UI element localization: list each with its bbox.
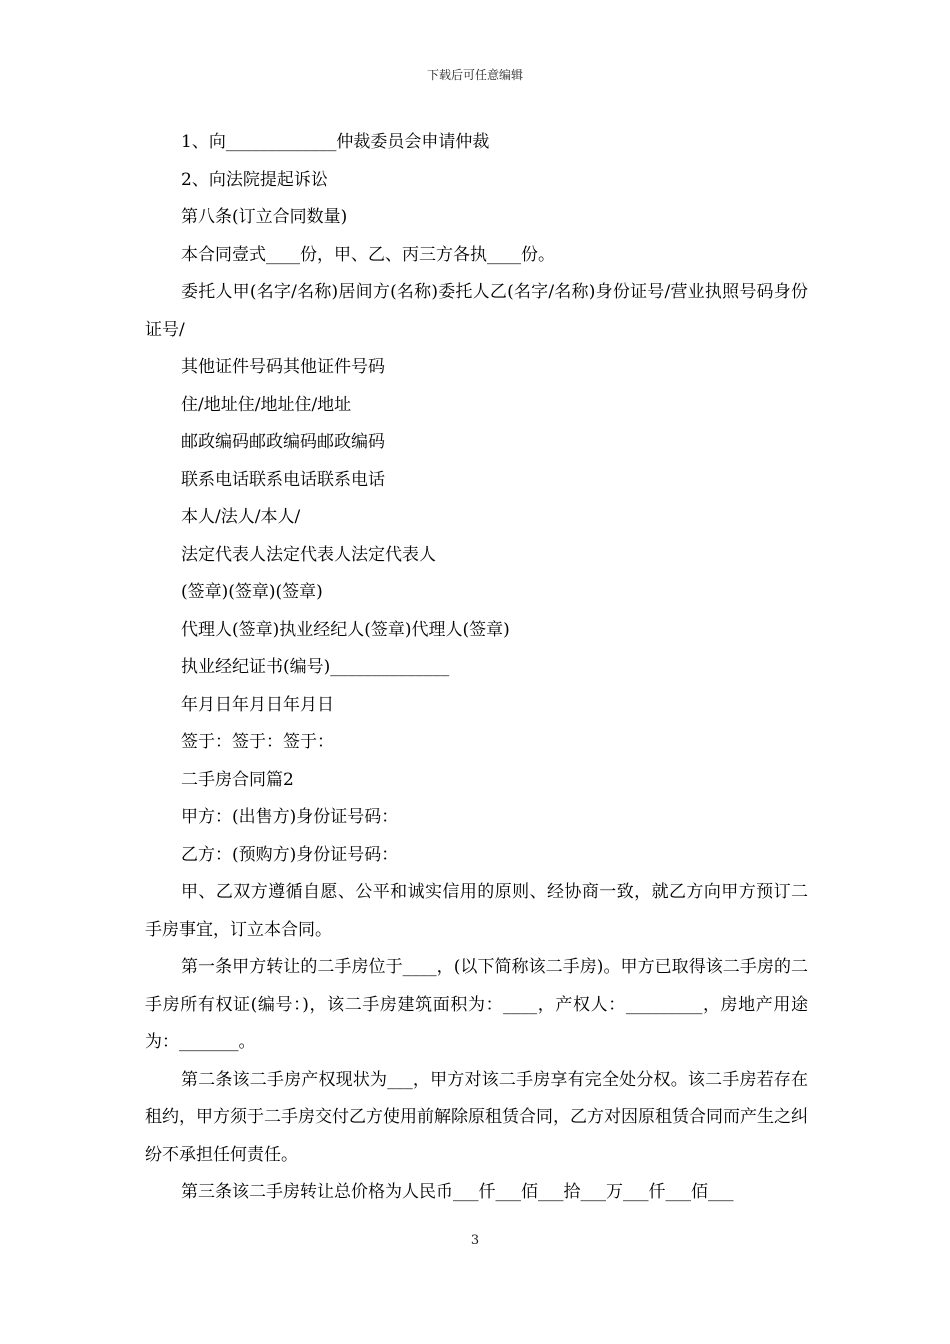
section-title-2: 二手房合同篇2: [181, 769, 294, 790]
signature-seal: (签章)(签章)(签章): [181, 582, 323, 602]
signature-address: 住/地址住/地址住/地址: [181, 394, 352, 415]
signature-person: 本人/法人/本人/: [181, 507, 301, 527]
article-3-paragraph: 第三条该二手房转让总价格为人民币___仟___佰___拾___万___仟___佰___: [181, 1182, 734, 1202]
party-b: 乙方：(预购方)身份证号码：: [181, 844, 399, 865]
clause-litigation: 2、向法院提起诉讼: [181, 169, 328, 190]
article-2-paragraph: 第二条该二手房产权现状为___，甲方对该二手房享有完全处分权。该二手房若存在租约，甲方须于二手房交付乙方使用前解除原租赁合同，乙方对因原租赁合同而产生之纠纷不承担任何责任。: [145, 1069, 808, 1165]
page-header: 下载后可任意编辑: [426, 68, 523, 82]
article-8-text: 本合同壹式____份，甲、乙、丙三方各执____份。: [181, 244, 555, 265]
signature-license: 执业经纪证书(编号)______________: [181, 657, 450, 677]
clause-arbitration: 1、向_____________仲裁委员会申请仲裁: [181, 132, 490, 152]
page-number: 3: [470, 1233, 480, 1248]
document-body: [145, 124, 808, 1212]
signature-places: 签于：签于：签于：: [181, 732, 334, 752]
signature-dates: 年月日年月日年月日: [181, 694, 334, 715]
signature-postcode: 邮政编码邮政编码邮政编码: [181, 432, 385, 452]
signature-agents: 代理人(签章)执业经纪人(签章)代理人(签章): [181, 619, 510, 640]
article-8-title: 第八条(订立合同数量): [181, 207, 348, 227]
signature-phone: 联系电话联系电话联系电话: [181, 469, 385, 490]
signature-legal-rep: 法定代表人法定代表人法定代表人: [181, 544, 436, 565]
signature-header: 委托人甲(名字/名称)居间方(名称)委托人乙(名字/名称)身份证号/营业执照号码身份证号/: [145, 282, 808, 340]
article-1-paragraph: 第一条甲方转让的二手房位于____，(以下简称该二手房)。甲方已取得该二手房的二手房所有权证(编号：)，该二手房建筑面积为：____，产权人：_________，房地产用途为：_______。: [145, 957, 808, 1052]
party-a: 甲方：(出售方)身份证号码：: [181, 807, 399, 827]
signature-other-id: 其他证件号码其他证件号码: [181, 357, 385, 377]
preamble-paragraph: 甲、乙双方遵循自愿、公平和诚实信用的原则、经协商一致，就乙方向甲方预订二手房事宜，订立本合同。: [145, 882, 808, 940]
